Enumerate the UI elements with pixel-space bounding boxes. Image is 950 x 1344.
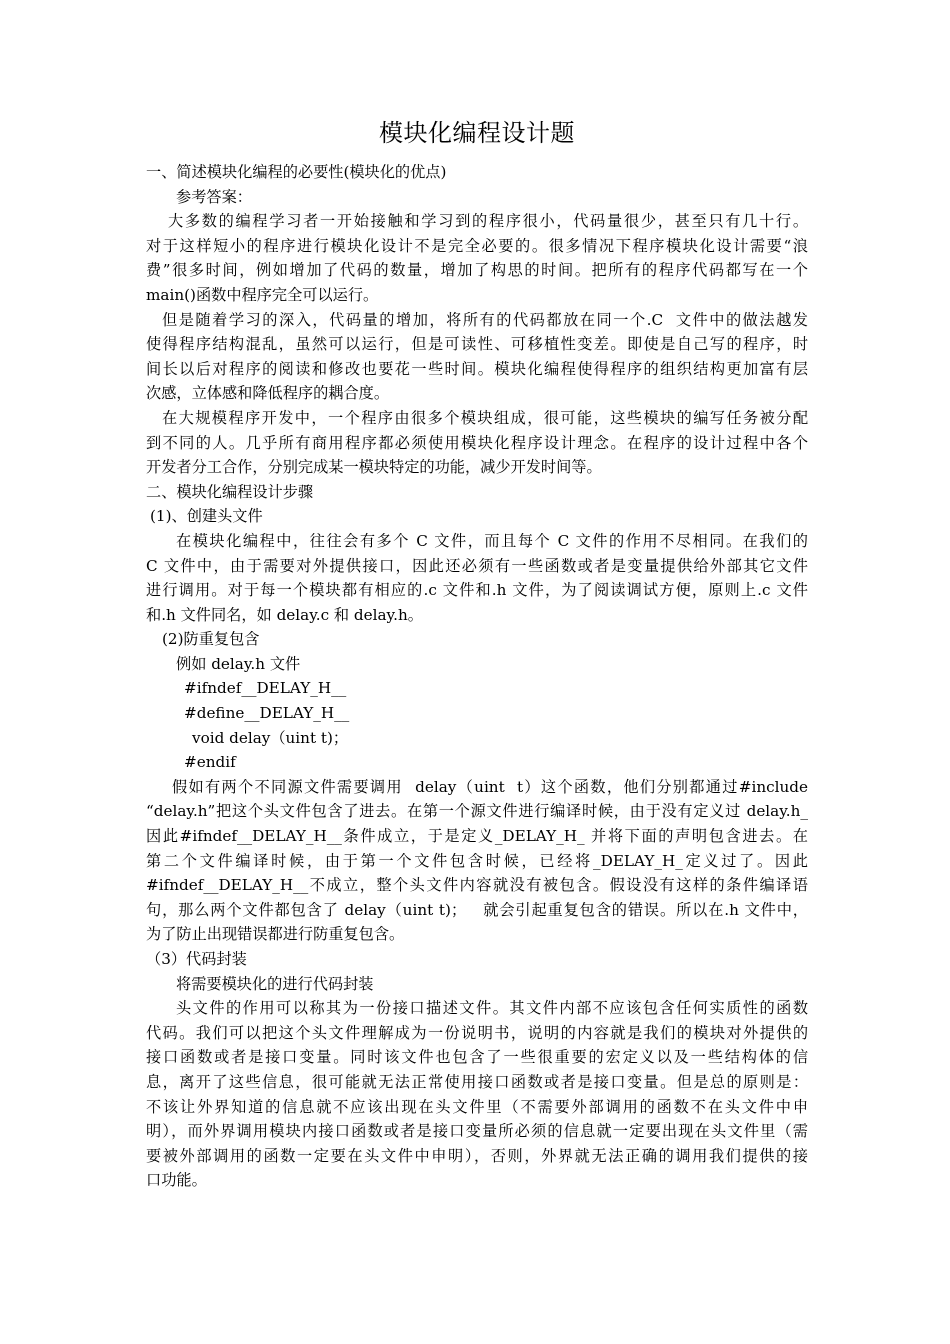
paragraph-line: 在模块化编程中，往往会有多个 C 文件，而且每个 C 文件的作用不尽相同。在我们的 bbox=[176, 531, 808, 550]
answer-label: 参考答案： bbox=[176, 187, 252, 206]
code-line: #endif bbox=[184, 753, 236, 772]
section-heading: 二、模块化编程设计步骤 bbox=[146, 482, 314, 501]
paragraph-line: 次感，立体感和降低程序的耦合度。 bbox=[146, 384, 389, 403]
paragraph-line: C 文件中，由于需要对外提供接口，因此还必须有一些函数或者是变量提供给外部其它文件 bbox=[146, 556, 808, 575]
code-line: void delay（uint t)； bbox=[192, 728, 349, 747]
paragraph-line: 进行调用。对于每一个模块都有相应的.c 文件和.h 文件，为了阅读调试方便，原则上.c 文件 bbox=[146, 581, 808, 600]
paragraph-line: 第二个文件编译时候，由于第一个文件包含时候，已经将_DELAY_H_定义过了。因此 bbox=[146, 851, 808, 870]
subsection-heading: （3）代码封装 bbox=[146, 950, 247, 968]
paragraph-line: 要被外部调用的函数一定要在头文件中申明），否则，外界就无法正确的调用我们提供的接 bbox=[146, 1146, 808, 1165]
paragraph-line: 间长以后对程序的阅读和修改也要花一些时间。模块化编程使得程序的组织结构更加富有层 bbox=[146, 359, 808, 378]
paragraph-line: 和.h 文件同名，如 delay.c 和 delay.h。 bbox=[146, 605, 423, 624]
code-line: #define__DELAY_H__ bbox=[184, 704, 350, 723]
paragraph-line: 将需要模块化的进行代码封装 bbox=[176, 974, 374, 993]
paragraph-line: 大多数的编程学习者一开始接触和学习到的程序很小，代码量很少，甚至只有几十行。 bbox=[168, 212, 808, 231]
paragraph-line: 不该让外界知道的信息就不应该出现在头文件里（不需要外部调用的函数不在头文件中申 bbox=[146, 1097, 808, 1116]
paragraph-line: 到不同的人。几乎所有商用程序都必须使用模块化程序设计理念。在程序的设计过程中各个 bbox=[146, 433, 808, 452]
paragraph-line: “delay.h”把这个头文件包含了进去。在第一个源文件进行编译时候，由于没有定义过 delay.h_ bbox=[146, 802, 808, 821]
subsection-heading: (2)防重复包含 bbox=[162, 630, 260, 649]
document-title: 模块化编程设计题 bbox=[379, 119, 575, 147]
paragraph-line: 明），而外界调用模块内接口函数或者是接口变量所必须的信息就一定要出现在头文件里（需 bbox=[146, 1122, 808, 1141]
paragraph-line: 代码。我们可以把这个头文件理解成为一份说明书，说明的内容就是我们的模块对外提供的 bbox=[146, 1023, 808, 1042]
paragraph-line: 口功能。 bbox=[146, 1171, 207, 1190]
subsection-heading: (1)、创建头文件 bbox=[150, 507, 263, 526]
paragraph-line: 例如 delay.h 文件 bbox=[176, 654, 301, 673]
code-line: #ifndef__DELAY_H__ bbox=[184, 679, 347, 698]
paragraph-line: 在大规模程序开发中，一个程序由很多个模块组成，很可能，这些模块的编写任务被分配 bbox=[162, 408, 808, 427]
paragraph-line: main()函数中程序完全可以运行。 bbox=[146, 285, 379, 304]
paragraph-line: 因此#ifndef__DELAY_H__条件成立，于是定义_DELAY_H_ 并将下面的声明包含进去。在 bbox=[146, 827, 808, 846]
paragraph-line: 开发者分工合作，分别完成某一模块特定的功能，减少开发时间等。 bbox=[146, 458, 602, 477]
paragraph-line: 使得程序结构混乱，虽然可以运行，但是可读性、可移植性变差。即使是自己写的程序，时 bbox=[146, 335, 808, 354]
paragraph-line: 头文件的作用可以称其为一份接口描述文件。其文件内部不应该包含任何实质性的函数 bbox=[176, 999, 808, 1018]
paragraph-line: 接口函数或者是接口变量。同时该文件也包含了一些很重要的宏定义以及一些结构体的信 bbox=[146, 1048, 808, 1067]
paragraph-line: 对于这样短小的程序进行模块化设计不是完全必要的。很多情况下程序模块化设计需要“浪 bbox=[146, 236, 808, 255]
document-page bbox=[146, 112, 808, 1193]
paragraph-line: 为了防止出现错误都进行防重复包含。 bbox=[146, 925, 405, 944]
paragraph-line: 但是随着学习的深入，代码量的增加，将所有的代码都放在同一个.C 文件中的做法越发 bbox=[162, 310, 808, 329]
paragraph-line: 息，离开了这些信息，很可能就无法正常使用接口函数或者是接口变量。但是总的原则是： bbox=[146, 1072, 808, 1091]
paragraph-line: #ifndef__DELAY_H__不成立，整个头文件内容就没有被包含。假设没有这样的条件编译语 bbox=[146, 876, 808, 895]
paragraph-line: 假如有两个不同源文件需要调用 delay（uint t）这个函数，他们分别都通过#include bbox=[172, 777, 808, 796]
section-heading: 一、简述模块化编程的必要性(模块化的优点) bbox=[146, 163, 447, 181]
paragraph-line: 句，那么两个文件都包含了 delay（uint t)； 就会引起重复包含的错误。所以在.h 文件中， bbox=[146, 900, 808, 919]
paragraph-line: 费”很多时间，例如增加了代码的数量，增加了构思的时间。把所有的程序代码都写在一个 bbox=[146, 261, 808, 280]
